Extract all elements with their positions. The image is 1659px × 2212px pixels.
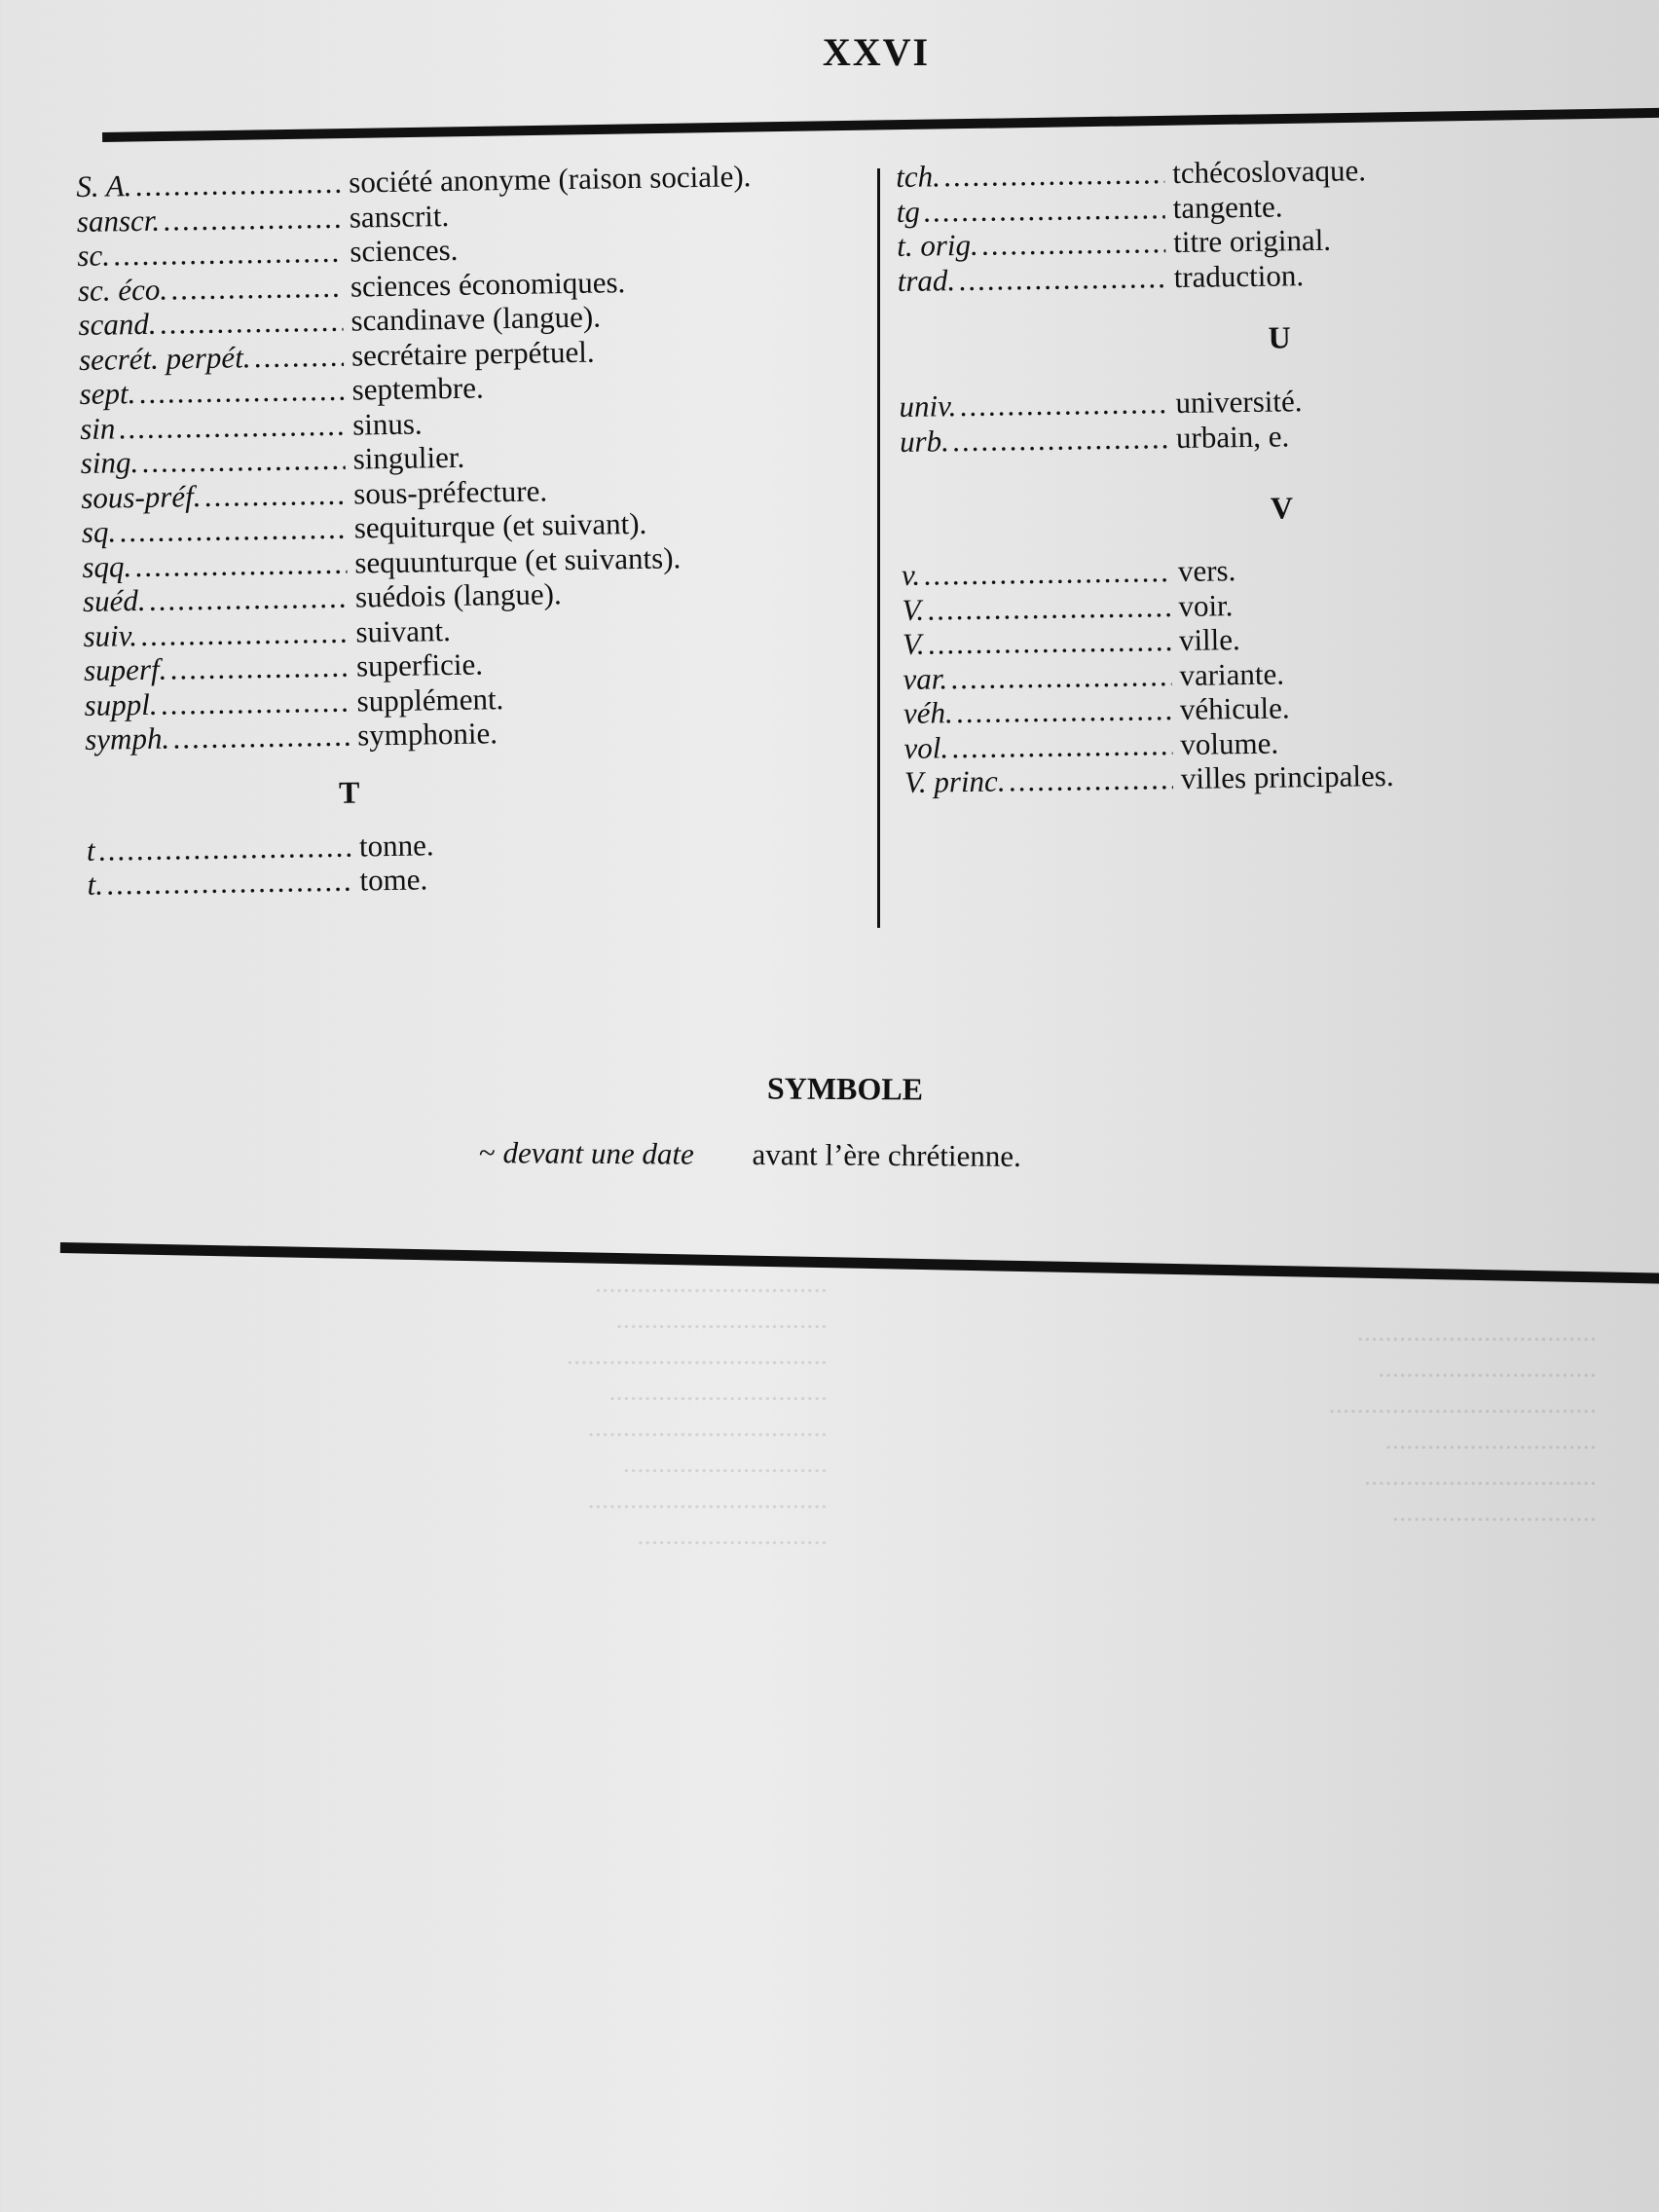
definition: septembre. xyxy=(351,370,484,407)
dot-leader xyxy=(120,511,347,549)
symbole-heading: SYMBOLE xyxy=(766,1070,924,1107)
abbreviation-text: sept. xyxy=(79,376,136,411)
definition: vers. xyxy=(1177,553,1236,588)
abbreviation-text: tch. xyxy=(896,159,941,194)
dot-leader xyxy=(1009,761,1173,798)
abbreviation-text: suiv. xyxy=(83,617,138,653)
abbreviation xyxy=(84,649,350,688)
abbreviation xyxy=(80,407,346,446)
symbole-entry xyxy=(479,1135,1021,1174)
dot-leader xyxy=(956,692,1172,730)
dot-leader xyxy=(173,719,350,756)
definition: sequiturque (et suivant). xyxy=(353,505,647,545)
definition: tome. xyxy=(359,862,428,898)
dot-leader xyxy=(953,421,1169,459)
symbole-tilde: ~ xyxy=(478,1135,496,1170)
abbreviation-text: suéd. xyxy=(82,582,146,618)
abbreviation-text: t. xyxy=(87,866,104,902)
abbreviation-text: sanscr. xyxy=(76,203,161,239)
abbreviation-text: urb. xyxy=(899,423,950,459)
abbreviation-entry xyxy=(900,416,1474,459)
dot-leader xyxy=(924,191,1165,229)
dot-leader xyxy=(135,166,341,203)
definition: suédois (langue). xyxy=(354,576,562,614)
left-column xyxy=(76,159,789,903)
dot-leader xyxy=(135,545,348,583)
abbreviation-text: secrét. perpét. xyxy=(78,339,251,377)
dot-leader xyxy=(928,623,1171,661)
abbreviation-text: véh. xyxy=(903,695,953,730)
t-entry-list xyxy=(87,822,789,902)
definition: volume. xyxy=(1180,725,1279,761)
v-entry-list xyxy=(902,550,1479,800)
abbreviation xyxy=(897,260,1165,298)
abbreviation xyxy=(79,338,345,377)
right-column xyxy=(896,152,1479,800)
abbreviation xyxy=(81,476,347,515)
abbreviation xyxy=(83,580,349,619)
abbreviation xyxy=(85,719,350,757)
definition: superficie. xyxy=(355,646,484,683)
abbreviation-text: suppl. xyxy=(84,686,158,722)
abbreviation xyxy=(899,386,1167,424)
definition: supplément. xyxy=(356,681,504,719)
symbole-meaning: avant l’ère chrétienne. xyxy=(752,1137,1021,1173)
dot-leader xyxy=(944,156,1165,194)
bleed-through-text: ................................. .............................. ..................................... ............................... .................................. ............................. .................................. ........................... xyxy=(566,1268,828,1551)
abbreviation-text: V. xyxy=(902,592,925,627)
abbreviation xyxy=(77,235,343,274)
dot-leader xyxy=(951,658,1172,696)
dot-leader xyxy=(204,476,346,513)
dot-leader xyxy=(170,649,349,686)
abbreviation xyxy=(78,304,344,343)
definition: titre original. xyxy=(1172,222,1332,260)
dot-leader xyxy=(928,589,1171,627)
abbreviation-text: univ. xyxy=(899,388,957,424)
definition: voir. xyxy=(1178,587,1234,623)
definition: véhicule. xyxy=(1179,690,1290,726)
abbreviation xyxy=(82,511,348,550)
abbreviation xyxy=(896,156,1164,194)
definition: sequunturque (et suivants). xyxy=(354,539,682,580)
abbreviation xyxy=(87,829,352,867)
abbreviation-text: vol. xyxy=(903,729,949,765)
definition: université. xyxy=(1175,384,1303,421)
abbreviation xyxy=(902,554,1170,592)
abbreviation-entry xyxy=(904,757,1479,800)
definition: suivant. xyxy=(355,612,452,649)
section-heading-v: V xyxy=(1270,490,1294,526)
abbreviation-text: t. orig. xyxy=(896,227,979,263)
dot-leader xyxy=(119,407,345,445)
abbreviation-text: var. xyxy=(903,660,948,696)
abbreviation xyxy=(904,761,1173,799)
dot-leader xyxy=(141,614,349,652)
column-divider xyxy=(877,168,880,928)
abbreviation xyxy=(897,225,1165,263)
definition: tangente. xyxy=(1172,188,1283,225)
dot-leader xyxy=(149,580,348,618)
abbreviation-text: tg xyxy=(896,194,921,229)
abbreviation-text: sc. xyxy=(77,238,111,273)
abbreviation-text: v. xyxy=(901,557,921,592)
t-entry-list-continued xyxy=(896,152,1472,298)
abbreviation xyxy=(77,200,343,239)
abbreviation xyxy=(896,191,1164,229)
definition: secrétaire perpétuel. xyxy=(350,334,595,373)
dot-leader xyxy=(171,269,343,306)
definition: sciences économiques. xyxy=(350,264,626,304)
definition: variante. xyxy=(1179,655,1285,692)
definition: symphonie. xyxy=(356,716,498,753)
definition: tonne. xyxy=(358,827,434,864)
top-rule xyxy=(102,108,1659,142)
definition: traduction. xyxy=(1173,257,1305,294)
definition: tchécoslovaque. xyxy=(1171,153,1367,191)
s-entry-list xyxy=(76,159,786,757)
abbreviation-entry xyxy=(897,255,1471,298)
bottom-rule xyxy=(60,1242,1659,1284)
abbreviation xyxy=(903,658,1171,696)
bleed-through-text: .................................. ............................... ...................................... .............................. ................................. ............................. xyxy=(1328,1316,1597,1528)
dot-leader xyxy=(960,386,1168,423)
abbreviation xyxy=(82,545,348,584)
abbreviation-text: sin xyxy=(79,410,116,446)
dot-leader xyxy=(107,864,352,902)
definition: sous-préfecture. xyxy=(352,472,548,511)
abbreviation-text: superf. xyxy=(83,651,167,687)
u-entry-list xyxy=(899,382,1474,459)
abbreviation-text: sc. éco. xyxy=(77,272,168,308)
definition: singulier. xyxy=(352,439,465,476)
definition: ville. xyxy=(1178,622,1241,657)
dot-leader xyxy=(982,225,1166,262)
definition: sciences. xyxy=(350,232,459,269)
section-heading-u: U xyxy=(1268,319,1291,355)
abbreviation xyxy=(903,727,1172,765)
abbreviation xyxy=(83,614,349,653)
definition: sanscrit. xyxy=(349,198,450,235)
abbreviation-text: sous-préf. xyxy=(81,478,202,515)
abbreviation xyxy=(903,692,1172,730)
dot-leader xyxy=(98,829,351,867)
definition: sinus. xyxy=(351,405,423,442)
abbreviation-text: symph. xyxy=(84,720,170,756)
abbreviation xyxy=(900,421,1168,459)
dot-leader xyxy=(924,554,1170,592)
abbreviation-text: trad. xyxy=(897,262,956,298)
dot-leader xyxy=(114,235,343,273)
dot-leader xyxy=(164,200,342,237)
abbreviation xyxy=(903,623,1171,661)
dot-leader xyxy=(139,373,345,411)
abbreviation xyxy=(902,589,1170,627)
dot-leader xyxy=(142,442,346,480)
symbole-usage: devant une date xyxy=(502,1135,694,1171)
abbreviation-text: sing. xyxy=(80,445,139,480)
abbreviation-text: t xyxy=(86,832,95,867)
dot-leader xyxy=(254,338,344,374)
abbreviation xyxy=(84,683,350,722)
definition: urbain, e. xyxy=(1175,418,1290,455)
section-heading-t: T xyxy=(338,774,360,810)
dot-leader xyxy=(952,727,1173,765)
abbreviation-text: V. princ. xyxy=(903,763,1006,799)
abbreviation-text: S. A. xyxy=(76,168,132,203)
abbreviation-text: sq. xyxy=(81,514,117,549)
abbreviation xyxy=(79,373,345,412)
definition: villes principales. xyxy=(1180,757,1394,795)
abbreviation xyxy=(80,442,346,481)
abbreviation xyxy=(87,864,352,903)
abbreviation-text: sqq. xyxy=(82,548,132,584)
dot-leader xyxy=(161,683,350,721)
dot-leader xyxy=(959,260,1166,297)
abbreviation xyxy=(78,269,344,308)
abbreviation xyxy=(76,166,342,204)
abbreviation-text: scand. xyxy=(78,306,157,342)
definition: scandinave (langue). xyxy=(350,299,602,338)
dot-leader xyxy=(160,304,343,341)
page-number: XXVI xyxy=(822,30,931,74)
abbreviation-text: V. xyxy=(902,626,925,661)
definition: société anonyme (raison sociale). xyxy=(348,159,752,200)
